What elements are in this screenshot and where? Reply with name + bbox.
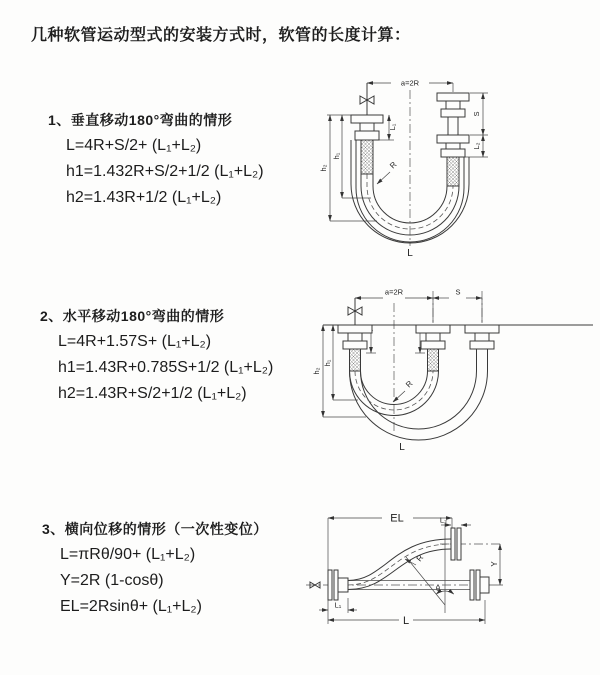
diagram-lateral-displacement (300, 498, 600, 648)
middle-pipe-assembly (416, 325, 450, 371)
left-pipe-assembly (338, 325, 372, 371)
section-1-formulas (66, 133, 264, 211)
diagram-vertical-bend (313, 74, 508, 259)
dim-label-s: S (455, 287, 461, 297)
section-1-heading: 1、垂直移动180°弯曲的情形 (48, 112, 233, 128)
page-title: 几种软管运动型式的安装方式时，软管的长度计算： (31, 27, 411, 44)
braid-section (447, 157, 459, 186)
section-3-formulas (60, 542, 268, 620)
dim-label-l2: L₂ (472, 142, 481, 150)
dim-label-l2: L₂ (439, 515, 447, 525)
hose-curves (350, 358, 488, 440)
formula-length: L=4R+S/2+ (L₁+L₂) (66, 137, 202, 154)
formula-h2: h2=1.43R+1/2 (L₁+L₂) (66, 189, 222, 206)
dim-label-r: R (404, 378, 415, 390)
section-2-formulas (58, 329, 273, 407)
dim-label-l: L (407, 248, 413, 259)
dim-label-l: L (402, 615, 410, 627)
formula-h1: h1=1.432R+S/2+1/2 (L₁+L₂) (66, 163, 264, 180)
formula-length: L=πRθ/90+ (L₁+L₂) (60, 546, 196, 563)
valve-icon (360, 83, 374, 115)
dim-label-l: L (399, 442, 405, 453)
right-pipe-assembly (465, 325, 499, 358)
section-3-heading: 3、横向位移的情形（一次性变位） (42, 521, 268, 537)
dim-label-a2r: a=2R (400, 78, 420, 88)
radius-line (406, 557, 445, 605)
dim-label-h2: h₂ (319, 164, 328, 172)
left-flange-assembly (310, 570, 348, 600)
dim-label-y: Y (490, 561, 499, 567)
formula-h2: h2=1.43R+S/2+1/2 (L₁+L₂) (58, 385, 247, 402)
dim-label-theta: θ (435, 584, 440, 593)
upper-flange-assembly (451, 528, 461, 560)
dim-label-r: R (414, 553, 426, 564)
dim-label-h2: h₂ (312, 367, 321, 375)
dimension-lines (319, 79, 488, 260)
dim-label-r: R (388, 159, 399, 171)
braid-section (428, 349, 439, 371)
formula-el: EL=2Rsinθ+ (L₁+L₂) (60, 598, 202, 615)
formula-y: Y=2R (1-cosθ) (60, 572, 164, 589)
hose-curves (348, 539, 451, 590)
section-2-heading: 2、水平移动180°弯曲的情形 (40, 308, 225, 324)
right-flange-assembly (470, 570, 489, 600)
formula-length: L=4R+1.57S+ (L₁+L₂) (58, 333, 212, 350)
braid-section (361, 140, 373, 174)
dimension-lines (319, 513, 503, 628)
dim-label-l1: L₁ (388, 123, 397, 131)
dim-label-s: S (472, 111, 481, 117)
section-horizontal-bend (40, 307, 273, 407)
dim-label-h1: h₁ (323, 359, 332, 367)
braid-section (350, 349, 361, 371)
diagram-horizontal-bend (308, 283, 600, 455)
section-lateral-displacement (42, 520, 268, 620)
formula-h1: h1=1.43R+0.785S+1/2 (L₁+L₂) (58, 359, 274, 376)
dim-label-el: EL (390, 512, 404, 525)
valve-icon (348, 298, 362, 325)
section-vertical-bend (48, 111, 264, 211)
dim-label-l1: L₁ (334, 600, 342, 610)
dim-label-h1: h₁ (332, 152, 341, 160)
dim-label-a2r: a=2R (384, 287, 404, 297)
